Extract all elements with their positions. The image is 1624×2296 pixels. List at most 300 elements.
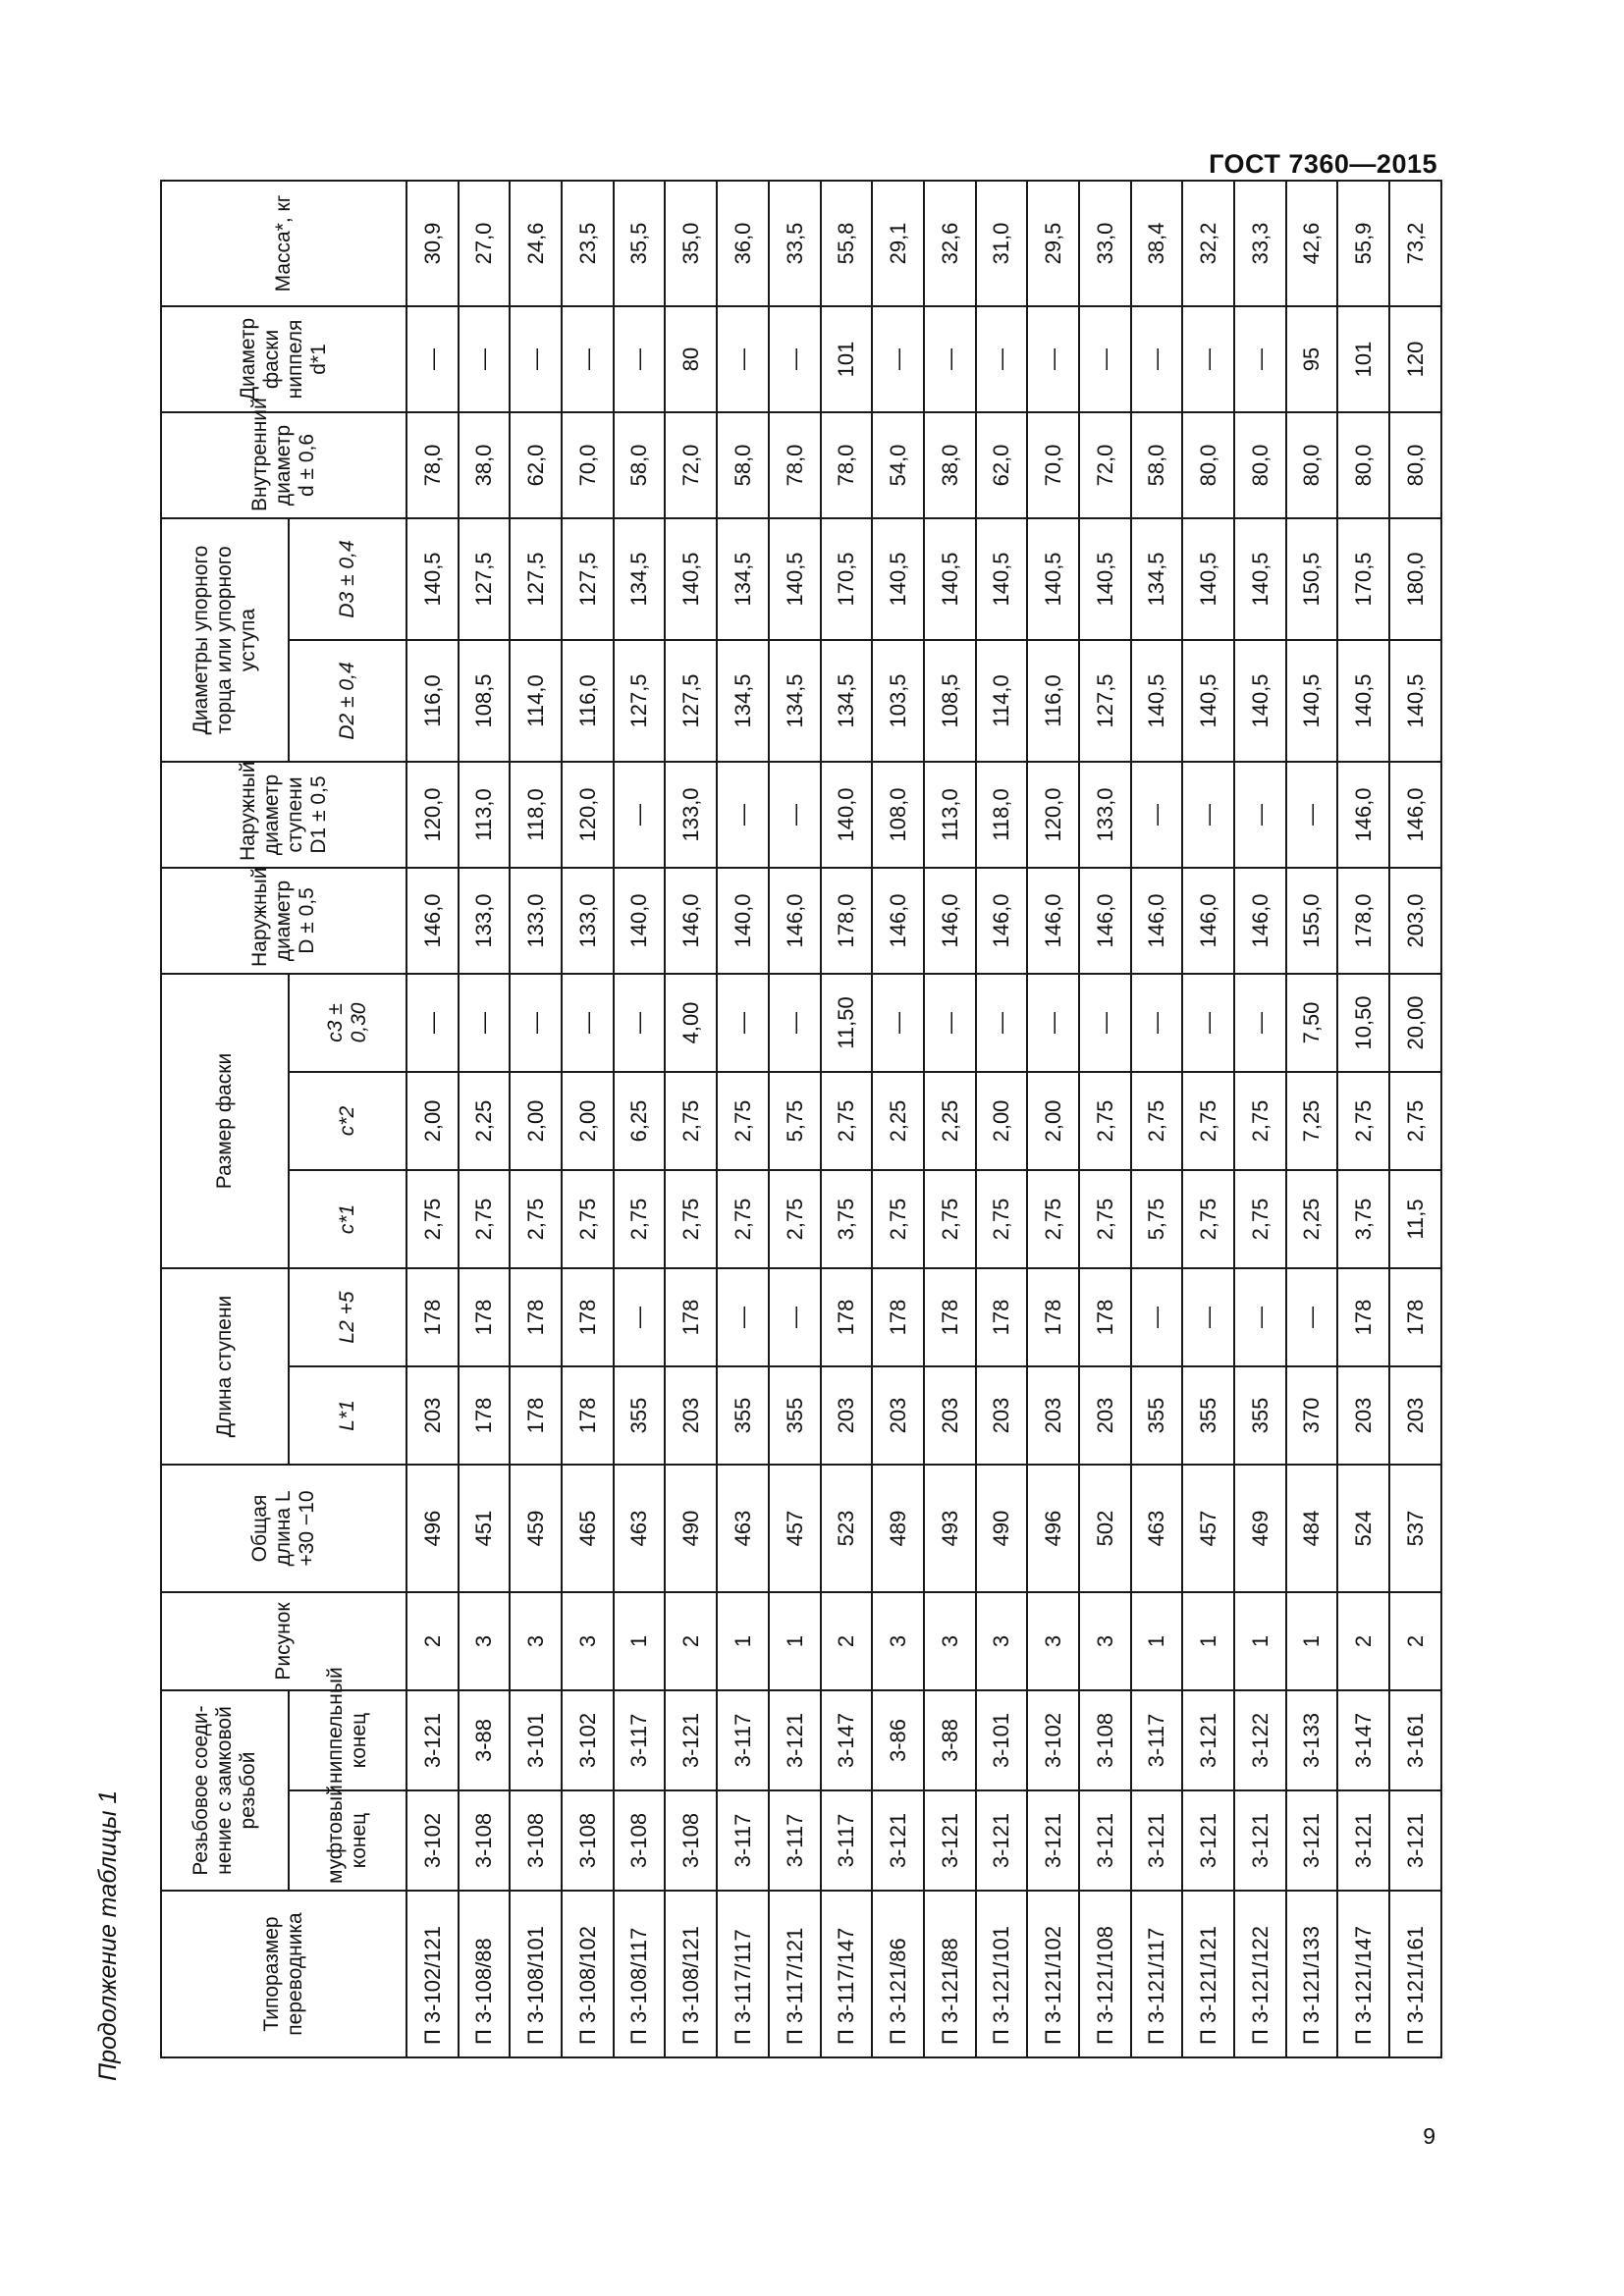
table-cell: 203: [976, 1366, 1028, 1465]
table-cell: 54,0: [872, 412, 924, 518]
table-cell: —: [976, 974, 1028, 1072]
col-c1: c*1: [289, 1170, 406, 1268]
table-cell: 108,5: [459, 640, 511, 762]
table-cell: 203: [821, 1366, 873, 1465]
table-cell: 178: [459, 1268, 511, 1366]
table-cell: 5,75: [1131, 1170, 1183, 1268]
table-cell: —: [1182, 1268, 1234, 1366]
table-cell: 3: [459, 1592, 511, 1690]
table-row: [1389, 181, 1441, 2057]
table-cell: 3-121: [1286, 1790, 1338, 1891]
table-cell: 146,0: [406, 868, 459, 974]
table-cell: 3: [1079, 1592, 1131, 1690]
table-cell: 457: [1182, 1465, 1234, 1592]
table-cell: 140,5: [1182, 640, 1234, 762]
table-cell: —: [614, 1268, 666, 1366]
table-cell: 78,0: [821, 412, 873, 518]
table-row: [562, 181, 614, 2057]
table-cell: 203: [1027, 1366, 1079, 1465]
table-cell: 11,5: [1389, 1170, 1441, 1268]
col-c2: c*2: [289, 1072, 406, 1170]
table-cell: 3-108: [614, 1790, 666, 1891]
table-cell: П 3-121/161: [1389, 1891, 1441, 2057]
table-cell: 30,9: [406, 181, 459, 306]
table-cell: 3-121: [976, 1790, 1028, 1891]
table-cell: 2: [1389, 1592, 1441, 1690]
table-cell: 2,75: [406, 1170, 459, 1268]
table-cell: 2,75: [1182, 1072, 1234, 1170]
table-cell: 490: [665, 1465, 717, 1592]
table-cell: —: [510, 974, 562, 1072]
table-cell: 11,50: [821, 974, 873, 1072]
table-cell: 469: [1234, 1465, 1286, 1592]
table-cell: 133,0: [459, 868, 511, 974]
table-cell: 203: [924, 1366, 976, 1465]
table-cell: 150,5: [1286, 518, 1338, 640]
table-cell: 70,0: [562, 412, 614, 518]
table-cell: 451: [459, 1465, 511, 1592]
table-cell: —: [1182, 306, 1234, 412]
table-cell: 31,0: [976, 181, 1028, 306]
table-cell: 140,5: [1131, 640, 1183, 762]
table-cell: 2,75: [1079, 1072, 1131, 1170]
table-cell: 140,0: [614, 868, 666, 974]
table-cell: 140,5: [406, 518, 459, 640]
table-cell: П 3-117/121: [769, 1891, 821, 2057]
table-cell: 32,2: [1182, 181, 1234, 306]
table-cell: 62,0: [510, 412, 562, 518]
table-cell: 3-121: [1182, 1790, 1234, 1891]
table-cell: —: [976, 306, 1028, 412]
table-cell: 502: [1079, 1465, 1131, 1592]
table-cell: 1: [1234, 1592, 1286, 1690]
table-row: [510, 181, 562, 2057]
table-cell: 3-108: [562, 1790, 614, 1891]
table-cell: 484: [1286, 1465, 1338, 1592]
table-cell: 127,5: [665, 640, 717, 762]
table-cell: 3-117: [1131, 1690, 1183, 1790]
table-cell: 2,75: [614, 1170, 666, 1268]
adapter-dimensions-table: [160, 180, 1442, 2058]
table-cell: 58,0: [614, 412, 666, 518]
table-cell: —: [1234, 762, 1286, 868]
table-cell: 2,00: [510, 1072, 562, 1170]
table-cell: 120,0: [1027, 762, 1079, 868]
table-cell: 127,5: [510, 518, 562, 640]
col-pin-chamfer: Диаметр фаски ниппеля d*1: [161, 306, 406, 412]
table-cell: 3-121: [1027, 1790, 1079, 1891]
table-cell: 3: [510, 1592, 562, 1690]
table-body: [406, 181, 1441, 2057]
table-cell: 78,0: [406, 412, 459, 518]
table-cell: 127,5: [562, 518, 614, 640]
table-cell: 178: [1027, 1268, 1079, 1366]
table-cell: 3-121: [665, 1690, 717, 1790]
table-cell: 3-108: [665, 1790, 717, 1891]
table-cell: 178,0: [821, 868, 873, 974]
table-cell: 2,75: [1079, 1170, 1131, 1268]
table-cell: 3-101: [510, 1690, 562, 1790]
table-row: [769, 181, 821, 2057]
table-cell: 146,0: [1182, 868, 1234, 974]
table-cell: П 3-108/101: [510, 1891, 562, 2057]
table-cell: 2,75: [459, 1170, 511, 1268]
table-cell: П 3-108/121: [665, 1891, 717, 2057]
table-cell: 178: [665, 1268, 717, 1366]
table-row: [976, 181, 1028, 2057]
table-cell: 6,25: [614, 1072, 666, 1170]
table-cell: —: [717, 974, 769, 1072]
table-cell: 113,0: [924, 762, 976, 868]
table-cell: 2,75: [717, 1170, 769, 1268]
table-cell: 118,0: [976, 762, 1028, 868]
table-cell: 2,25: [924, 1072, 976, 1170]
table-cell: 2,75: [872, 1170, 924, 1268]
table-cell: 5,75: [769, 1072, 821, 1170]
table-cell: —: [614, 306, 666, 412]
table-cell: 178: [562, 1366, 614, 1465]
col-inner-diameter: Внутренний диаметр d ± 0,6: [161, 412, 406, 518]
table-cell: 3,75: [1337, 1170, 1389, 1268]
table-cell: 3-88: [924, 1690, 976, 1790]
table-cell: —: [1234, 974, 1286, 1072]
table-cell: 3-102: [1027, 1690, 1079, 1790]
table-cell: 133,0: [562, 868, 614, 974]
table-cell: 178: [924, 1268, 976, 1366]
table-cell: 140,5: [1234, 518, 1286, 640]
table-cell: 2,75: [1234, 1072, 1286, 1170]
table-cell: —: [1079, 306, 1131, 412]
table-cell: 70,0: [1027, 412, 1079, 518]
table-cell: 180,0: [1389, 518, 1441, 640]
table-cell: 2,75: [1131, 1072, 1183, 1170]
page-number: 9: [1423, 2123, 1435, 2149]
table-cell: —: [872, 306, 924, 412]
table-cell: 140,5: [1182, 518, 1234, 640]
table-cell: —: [1131, 1268, 1183, 1366]
table-cell: 170,5: [1337, 518, 1389, 640]
col-pin-end: ниппельный конец: [289, 1690, 406, 1790]
table-cell: 140,5: [1027, 518, 1079, 640]
table-cell: 3-117: [717, 1690, 769, 1790]
table-row: [1286, 181, 1338, 2057]
table-cell: П 3-117/147: [821, 1891, 873, 2057]
table-cell: 3-117: [717, 1790, 769, 1891]
table-cell: —: [1079, 974, 1131, 1072]
table-cell: 55,9: [1337, 181, 1389, 306]
table-row: [614, 181, 666, 2057]
table-cell: 29,5: [1027, 181, 1079, 306]
table-cell: 2: [665, 1592, 717, 1690]
col-D3: D3 ± 0,4: [289, 518, 406, 640]
table-cell: 146,0: [1337, 762, 1389, 868]
table-row: [821, 181, 873, 2057]
table-cell: 120,0: [406, 762, 459, 868]
table-cell: 36,0: [717, 181, 769, 306]
table-cell: П 3-121/147: [1337, 1891, 1389, 2057]
table-cell: —: [510, 306, 562, 412]
table-cell: 3,75: [821, 1170, 873, 1268]
table-cell: 2,75: [1182, 1170, 1234, 1268]
table-cell: 178: [562, 1268, 614, 1366]
table-cell: 2,75: [769, 1170, 821, 1268]
table-cell: —: [1182, 762, 1234, 868]
table-cell: 3-117: [614, 1690, 666, 1790]
table-cell: 1: [769, 1592, 821, 1690]
table-cell: 2: [406, 1592, 459, 1690]
table-cell: 133,0: [1079, 762, 1131, 868]
table-cell: 2,25: [459, 1072, 511, 1170]
table-row: [665, 181, 717, 2057]
table-cell: 3-133: [1286, 1690, 1338, 1790]
table-cell: 178: [872, 1268, 924, 1366]
table-cell: 120,0: [562, 762, 614, 868]
table-cell: —: [459, 974, 511, 1072]
table-cell: 146,0: [665, 868, 717, 974]
table-cell: 116,0: [1027, 640, 1079, 762]
table-cell: 178: [1337, 1268, 1389, 1366]
table-cell: 203: [406, 1366, 459, 1465]
table-row: [1079, 181, 1131, 2057]
table-cell: 457: [769, 1465, 821, 1592]
table-cell: 58,0: [1131, 412, 1183, 518]
table-cell: 73,2: [1389, 181, 1441, 306]
table-cell: П 3-108/88: [459, 1891, 511, 2057]
table-cell: —: [717, 762, 769, 868]
table-cell: 3-102: [406, 1790, 459, 1891]
table-cell: —: [406, 974, 459, 1072]
col-c3: c3 ± 0,30: [289, 974, 406, 1072]
col-box-end: муфтовый конец: [289, 1790, 406, 1891]
table-cell: 3-121: [769, 1690, 821, 1790]
table-row: [717, 181, 769, 2057]
table-cell: 3-161: [1389, 1690, 1441, 1790]
col-outer-diameter: Наружный диаметр D ± 0,5: [161, 868, 406, 974]
table-cell: 490: [976, 1465, 1028, 1592]
table-cell: П 3-121/102: [1027, 1891, 1079, 2057]
col-figure: Рисунок: [161, 1592, 406, 1690]
table-cell: 3: [976, 1592, 1028, 1690]
table-cell: 140,5: [665, 518, 717, 640]
table-cell: 146,0: [872, 868, 924, 974]
table-cell: 3-121: [1182, 1690, 1234, 1790]
table-cell: 146,0: [1234, 868, 1286, 974]
table-cell: 178: [459, 1366, 511, 1465]
table-cell: 140,5: [1286, 640, 1338, 762]
table-cell: 2,75: [1337, 1072, 1389, 1170]
table-cell: 80: [665, 306, 717, 412]
table-cell: 355: [1131, 1366, 1183, 1465]
table-cell: 496: [406, 1465, 459, 1592]
table-cell: 355: [717, 1366, 769, 1465]
table-cell: 2,75: [1234, 1170, 1286, 1268]
table-cell: 3-121: [872, 1790, 924, 1891]
table-cell: 134,5: [821, 640, 873, 762]
table-cell: 29,1: [872, 181, 924, 306]
table-cell: 80,0: [1234, 412, 1286, 518]
table-cell: 146,0: [769, 868, 821, 974]
table-cell: 2,00: [1027, 1072, 1079, 1170]
table-cell: 62,0: [976, 412, 1028, 518]
table-row: [1337, 181, 1389, 2057]
table-cell: 3-88: [459, 1690, 511, 1790]
table-cell: 3-121: [924, 1790, 976, 1891]
table-cell: 80,0: [1182, 412, 1234, 518]
table-cell: 178: [406, 1268, 459, 1366]
table-cell: 38,4: [1131, 181, 1183, 306]
table-cell: 2,75: [924, 1170, 976, 1268]
table-cell: 3-117: [769, 1790, 821, 1891]
table-row: [872, 181, 924, 2057]
col-mass: Масса*, кг: [161, 181, 406, 306]
table-cell: 33,5: [769, 181, 821, 306]
table-cell: —: [717, 306, 769, 412]
table-cell: 2: [821, 1592, 873, 1690]
table-cell: 465: [562, 1465, 614, 1592]
table-cell: 459: [510, 1465, 562, 1592]
table-cell: 140,5: [1079, 518, 1131, 640]
table-cell: 3-121: [1337, 1790, 1389, 1891]
table-cell: 146,0: [1389, 762, 1441, 868]
table-cell: 2,75: [976, 1170, 1028, 1268]
table-cell: 146,0: [1027, 868, 1079, 974]
table-cell: 72,0: [665, 412, 717, 518]
col-step-length-group: Длина ступени: [161, 1268, 289, 1465]
table-cell: 20,00: [1389, 974, 1441, 1072]
table-cell: П 3-108/102: [562, 1891, 614, 2057]
table-cell: 3-86: [872, 1690, 924, 1790]
table-cell: —: [769, 762, 821, 868]
table-caption: Продолжение таблицы 1: [94, 1789, 122, 2081]
table-cell: 2,75: [665, 1170, 717, 1268]
table-cell: 3-121: [1234, 1790, 1286, 1891]
table-cell: 140,5: [1337, 640, 1389, 762]
table-cell: 58,0: [717, 412, 769, 518]
table-cell: 203: [1079, 1366, 1131, 1465]
table-cell: —: [406, 306, 459, 412]
table-cell: 1: [1286, 1592, 1338, 1690]
table-cell: 32,6: [924, 181, 976, 306]
table-cell: —: [1131, 762, 1183, 868]
table-cell: 2: [1337, 1592, 1389, 1690]
table-cell: 178,0: [1337, 868, 1389, 974]
rotated-table-container: [160, 194, 1440, 2058]
table-cell: 2,00: [976, 1072, 1028, 1170]
table-cell: 35,5: [614, 181, 666, 306]
table-cell: 3-117: [821, 1790, 873, 1891]
table-row: [406, 181, 459, 2057]
table-cell: 3-147: [1337, 1690, 1389, 1790]
table-cell: 80,0: [1337, 412, 1389, 518]
table-cell: П 3-121/108: [1079, 1891, 1131, 2057]
table-cell: 463: [1131, 1465, 1183, 1592]
table-cell: 140,5: [1389, 640, 1441, 762]
document-code: ГОСТ 7360—2015: [1209, 149, 1437, 179]
table-cell: —: [1286, 1268, 1338, 1366]
table-cell: 1: [1182, 1592, 1234, 1690]
table-cell: П 3-121/101: [976, 1891, 1028, 2057]
table-cell: —: [562, 306, 614, 412]
table-cell: —: [717, 1268, 769, 1366]
table-cell: 463: [717, 1465, 769, 1592]
table-cell: 178: [1079, 1268, 1131, 1366]
table-cell: —: [769, 1268, 821, 1366]
table-cell: 537: [1389, 1465, 1441, 1592]
table-cell: —: [1027, 306, 1079, 412]
table-cell: 118,0: [510, 762, 562, 868]
table-cell: —: [1131, 974, 1183, 1072]
table-cell: 33,0: [1079, 181, 1131, 306]
table-cell: 133,0: [665, 762, 717, 868]
table-cell: —: [459, 306, 511, 412]
table-cell: 3-121: [406, 1690, 459, 1790]
table-row: [1234, 181, 1286, 2057]
table-cell: 523: [821, 1465, 873, 1592]
table-cell: 1: [717, 1592, 769, 1690]
table-cell: 80,0: [1389, 412, 1441, 518]
table-cell: 101: [821, 306, 873, 412]
table-cell: 355: [1234, 1366, 1286, 1465]
table-cell: П 3-121/117: [1131, 1891, 1183, 2057]
table-cell: 178: [510, 1268, 562, 1366]
col-D2: D2 ± 0,4: [289, 640, 406, 762]
table-cell: П 3-117/117: [717, 1891, 769, 2057]
col-connection-group: Резьбовое соеди-нение с замковой резьбой: [161, 1690, 289, 1891]
table-cell: 2,75: [1389, 1072, 1441, 1170]
table-row: [924, 181, 976, 2057]
table-cell: 80,0: [1286, 412, 1338, 518]
table-cell: 178: [976, 1268, 1028, 1366]
table-cell: П 3-108/117: [614, 1891, 666, 2057]
table-cell: П 3-121/88: [924, 1891, 976, 2057]
table-cell: 370: [1286, 1366, 1338, 1465]
table-cell: 146,0: [1131, 868, 1183, 974]
table-cell: 203: [1337, 1366, 1389, 1465]
table-cell: —: [1286, 762, 1338, 868]
table-cell: 1: [614, 1592, 666, 1690]
table-cell: —: [1131, 306, 1183, 412]
table-cell: 78,0: [769, 412, 821, 518]
table-cell: 3-121: [1079, 1790, 1131, 1891]
table-cell: 3-122: [1234, 1690, 1286, 1790]
table-row: [1182, 181, 1234, 2057]
table-cell: 134,5: [717, 640, 769, 762]
col-chamfer-group: Размер фаски: [161, 974, 289, 1268]
table-cell: 2,25: [1286, 1170, 1338, 1268]
table-cell: 108,5: [924, 640, 976, 762]
table-cell: —: [924, 306, 976, 412]
table-cell: П 3-121/86: [872, 1891, 924, 2057]
table-cell: —: [872, 974, 924, 1072]
table-cell: 140,5: [924, 518, 976, 640]
table-cell: 2,75: [562, 1170, 614, 1268]
table-cell: 146,0: [1079, 868, 1131, 974]
table-cell: 2,00: [406, 1072, 459, 1170]
table-cell: П 3-121/121: [1182, 1891, 1234, 2057]
table-cell: 38,0: [459, 412, 511, 518]
table-cell: 2,25: [872, 1072, 924, 1170]
table-cell: 3: [872, 1592, 924, 1690]
table-cell: 114,0: [976, 640, 1028, 762]
table-cell: 178: [1389, 1268, 1441, 1366]
table-cell: —: [769, 306, 821, 412]
table-cell: 42,6: [1286, 181, 1338, 306]
table-cell: 493: [924, 1465, 976, 1592]
table-cell: —: [614, 762, 666, 868]
table-cell: 203: [665, 1366, 717, 1465]
table-cell: 7,25: [1286, 1072, 1338, 1170]
table-cell: 203: [1389, 1366, 1441, 1465]
